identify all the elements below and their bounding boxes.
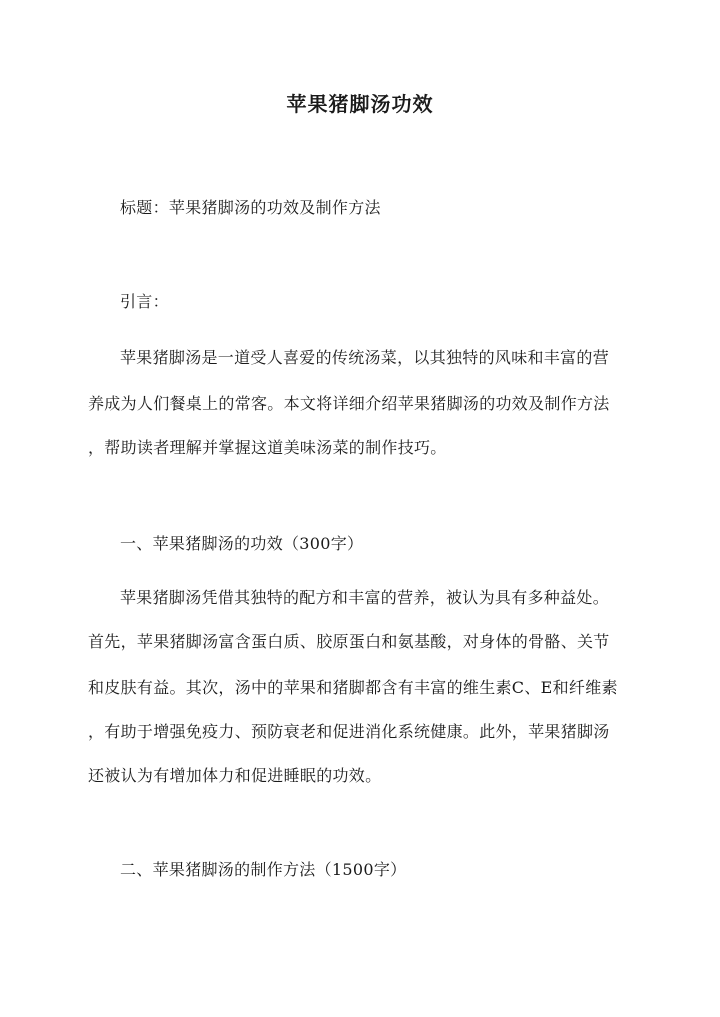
document-title: 苹果猪脚汤功效	[286, 92, 434, 116]
intro-heading: 引言：	[120, 292, 169, 311]
section1-line-1: 苹果猪脚汤凭借其独特的配方和丰富的营养，被认为具有多种益处。	[120, 588, 610, 607]
intro-line-1: 苹果猪脚汤是一道受人喜爱的传统汤菜，以其独特的风味和丰富的营	[120, 348, 610, 367]
section1-line-2: 首先，苹果猪脚汤富含蛋白质、胶原蛋白和氨基酸，对身体的骨骼、关节	[88, 632, 610, 651]
intro-line-3: ，帮助读者理解并掌握这道美味汤菜的制作技巧。	[88, 438, 447, 457]
subtitle-line: 标题：苹果猪脚汤的功效及制作方法	[120, 198, 381, 217]
section1-line-5: 还被认为有增加体力和促进睡眠的功效。	[88, 766, 382, 785]
section1-line-4: ，有助于增强免疫力、预防衰老和促进消化系统健康。此外，苹果猪脚汤	[88, 722, 610, 741]
section2-heading: 二、苹果猪脚汤的制作方法（1500字）	[120, 860, 407, 879]
intro-line-2: 养成为人们餐桌上的常客。本文将详细介绍苹果猪脚汤的功效及制作方法	[88, 394, 610, 413]
section1-line-3: 和皮肤有益。其次，汤中的苹果和猪脚都含有丰富的维生素C、E和纤维素	[88, 678, 618, 697]
section1-heading: 一、苹果猪脚汤的功效（300字）	[120, 534, 364, 553]
